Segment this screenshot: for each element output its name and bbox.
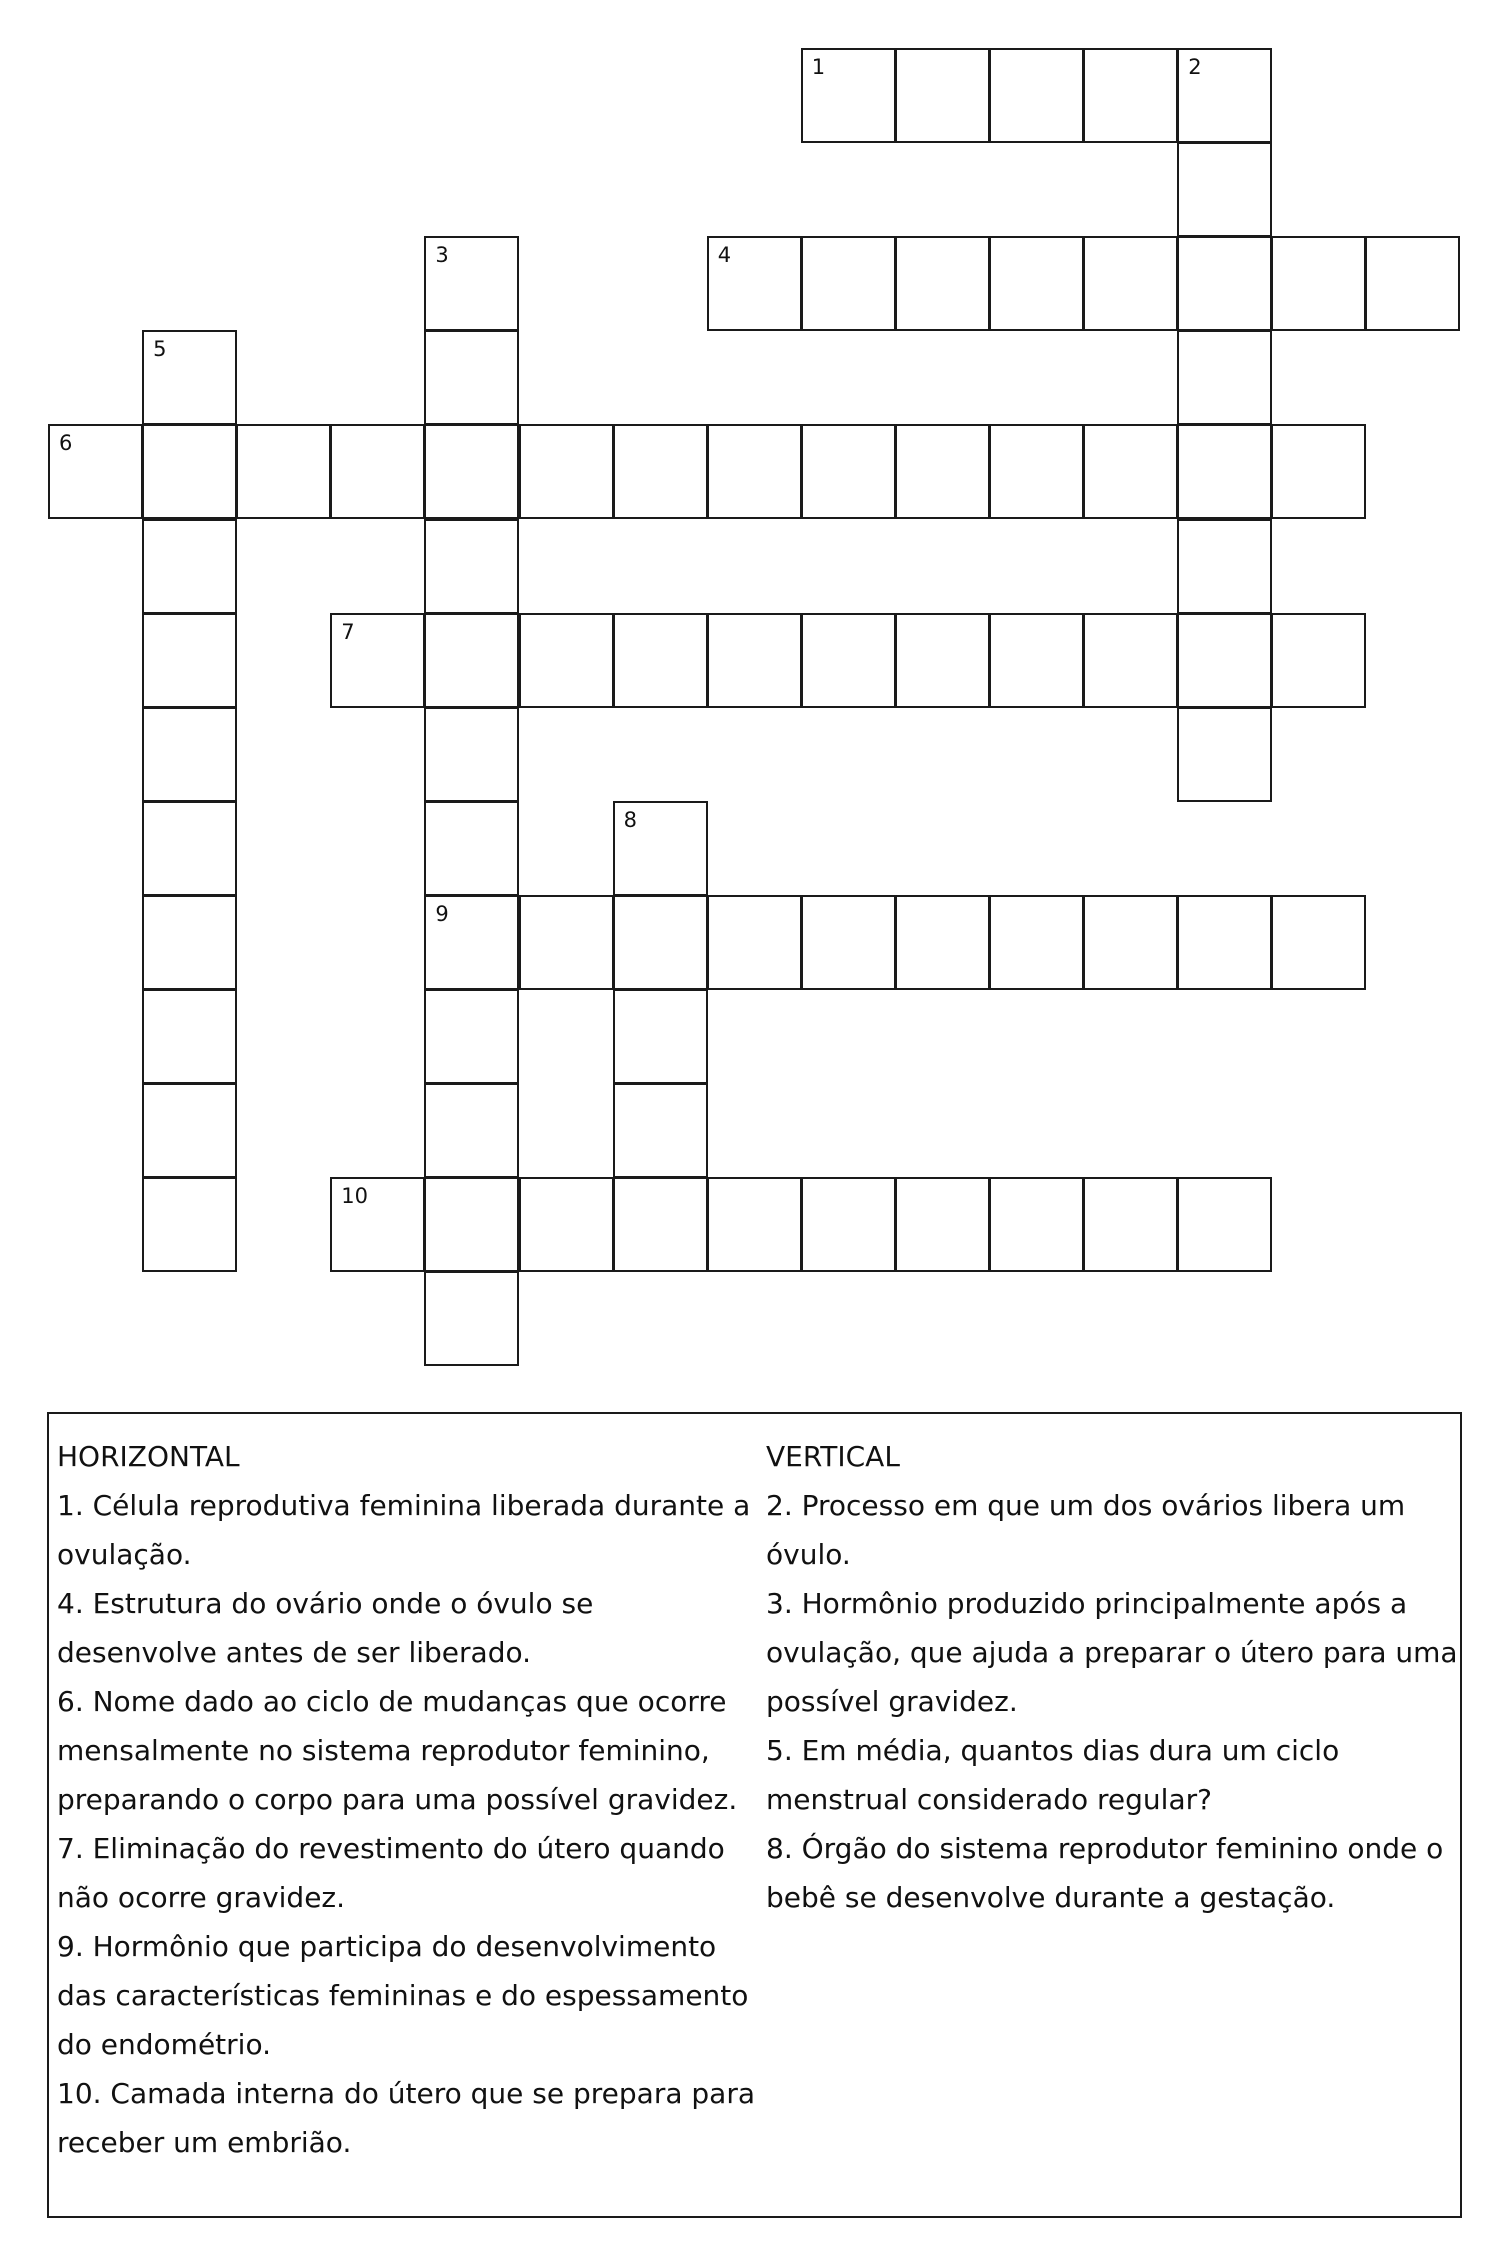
crossword-cell[interactable] [895,48,990,143]
crossword-cell[interactable] [424,801,519,896]
crossword-cell[interactable] [142,707,237,802]
crossword-cell[interactable] [707,895,802,990]
clue-h-10: 10. Camada interna do útero que se prepara para receber um embrião. [57,2077,756,2159]
crossword-cell[interactable] [895,236,990,331]
crossword-cell[interactable] [1177,48,1272,143]
crossword-cell[interactable] [519,613,614,708]
crossword-cell[interactable] [989,48,1084,143]
vertical-heading: VERTICAL [766,1440,900,1473]
crossword-cell[interactable] [142,424,237,519]
crossword-cell[interactable] [1083,613,1178,708]
clue-h-6: 6. Nome dado ao ciclo de mudanças que ocorre mensalmente no sistema reprodutor feminino, preparando o corpo para uma possível gravidez. [57,1685,738,1816]
crossword-cell[interactable] [1365,236,1460,331]
crossword-cell[interactable] [801,424,896,519]
crossword-cell[interactable] [142,1083,237,1178]
clue-number: 9 [435,901,449,926]
crossword-cell[interactable] [330,424,425,519]
crossword-cell[interactable] [613,1083,708,1178]
crossword-cell[interactable] [424,707,519,802]
vertical-clues [766,1432,1458,1922]
crossword-cell[interactable] [1271,236,1366,331]
crossword-cell[interactable] [48,424,143,519]
clue-v-5: 5. Em média, quantos dias dura um ciclo menstrual considerado regular? [766,1734,1340,1816]
crossword-cell[interactable] [1177,1177,1272,1272]
horizontal-heading: HORIZONTAL [57,1440,240,1473]
clues-box [47,1412,1462,2218]
clue-number: 6 [59,431,73,456]
crossword-cell[interactable] [1083,236,1178,331]
clue-number: 2 [1188,55,1202,79]
crossword-cell[interactable] [989,424,1084,519]
clue-h-1: 1. Célula reprodutiva feminina liberada durante a ovulação. [57,1489,751,1571]
crossword-cell[interactable] [1083,424,1178,519]
crossword-cell[interactable] [424,1177,519,1272]
crossword-cell[interactable] [142,1177,237,1272]
crossword-cell[interactable] [1177,895,1272,990]
crossword-cell[interactable] [989,613,1084,708]
clue-number: 3 [435,243,449,268]
horizontal-clues [57,1432,762,2167]
crossword-cell[interactable] [142,613,237,708]
crossword-cell[interactable] [142,330,237,425]
crossword-cell[interactable] [989,1177,1084,1272]
crossword-cell[interactable] [424,1271,519,1366]
crossword-cell[interactable] [424,330,519,425]
clue-number: 1 [811,55,826,79]
crossword-cell[interactable] [613,613,708,708]
crossword-cell[interactable] [519,424,614,519]
crossword-cell[interactable] [1177,330,1272,425]
crossword-cell[interactable] [613,424,708,519]
clue-v-8: 8. Órgão do sistema reprodutor feminino onde o bebê se desenvolve durante a gestação. [766,1832,1444,1914]
crossword-cell[interactable] [330,1177,425,1272]
crossword-cell[interactable] [424,895,519,990]
crossword-cell[interactable] [424,519,519,614]
crossword-cell[interactable] [707,613,802,708]
crossword-cell[interactable] [519,895,614,990]
crossword-cell[interactable] [424,236,519,331]
clue-h-7: 7. Eliminação do revestimento do útero quando não ocorre gravidez. [57,1832,725,1914]
crossword-cell[interactable] [895,895,990,990]
crossword-cell[interactable] [1271,424,1366,519]
crossword-cell[interactable] [801,613,896,708]
clue-v-3: 3. Hormônio produzido principalmente após a ovulação, que ajuda a preparar o útero para uma possível gravidez. [766,1587,1458,1718]
crossword-cell[interactable] [895,424,990,519]
crossword-cell[interactable] [1177,707,1272,802]
crossword-cell[interactable] [801,48,896,143]
crossword-cell[interactable] [989,895,1084,990]
crossword-cell[interactable] [236,424,331,519]
clue-v-2: 2. Processo em que um dos ovários libera um óvulo. [766,1489,1406,1571]
crossword-cell[interactable] [1083,48,1178,143]
crossword-cell[interactable] [142,989,237,1084]
crossword-cell[interactable] [424,989,519,1084]
clue-number: 8 [623,807,637,832]
crossword-cell[interactable] [895,613,990,708]
crossword-cell[interactable] [613,801,708,896]
crossword-cell[interactable] [1177,519,1272,614]
crossword-cell[interactable] [1177,424,1272,519]
crossword-cell[interactable] [613,895,708,990]
crossword-cell[interactable] [1177,142,1272,237]
clue-number: 5 [153,337,167,362]
crossword-cell[interactable] [801,895,896,990]
crossword-cell[interactable] [142,801,237,896]
crossword-cell[interactable] [1177,613,1272,708]
clue-number: 4 [717,243,732,268]
clue-h-9: 9. Hormônio que participa do desenvolvimento das características femininas e do espessamento do endométrio. [57,1930,749,2061]
clue-h-4: 4. Estrutura do ovário onde o óvulo se desenvolve antes de ser liberado. [57,1587,594,1669]
crossword-cell[interactable] [895,1177,990,1272]
crossword-cell[interactable] [424,424,519,519]
crossword-cell[interactable] [613,989,708,1084]
crossword-cell[interactable] [519,1177,614,1272]
crossword-cell[interactable] [613,1177,708,1272]
crossword-cell[interactable] [1083,895,1178,990]
crossword-cell[interactable] [707,236,802,331]
crossword-cell[interactable] [1177,236,1272,331]
crossword-cell[interactable] [801,236,896,331]
crossword-cell[interactable] [142,519,237,614]
crossword-cell[interactable] [424,1083,519,1178]
clue-number: 7 [341,619,355,644]
crossword-cell[interactable] [1083,1177,1178,1272]
crossword-cell[interactable] [330,613,425,708]
crossword-cell[interactable] [989,236,1084,331]
crossword-cell[interactable] [1271,895,1366,990]
crossword-cell[interactable] [1271,613,1366,708]
crossword-cell[interactable] [801,1177,896,1272]
crossword-cell[interactable] [142,895,237,990]
crossword-cell[interactable] [707,1177,802,1272]
crossword-cell[interactable] [707,424,802,519]
clue-number: 10 [341,1184,369,1209]
crossword-cell[interactable] [424,613,519,708]
